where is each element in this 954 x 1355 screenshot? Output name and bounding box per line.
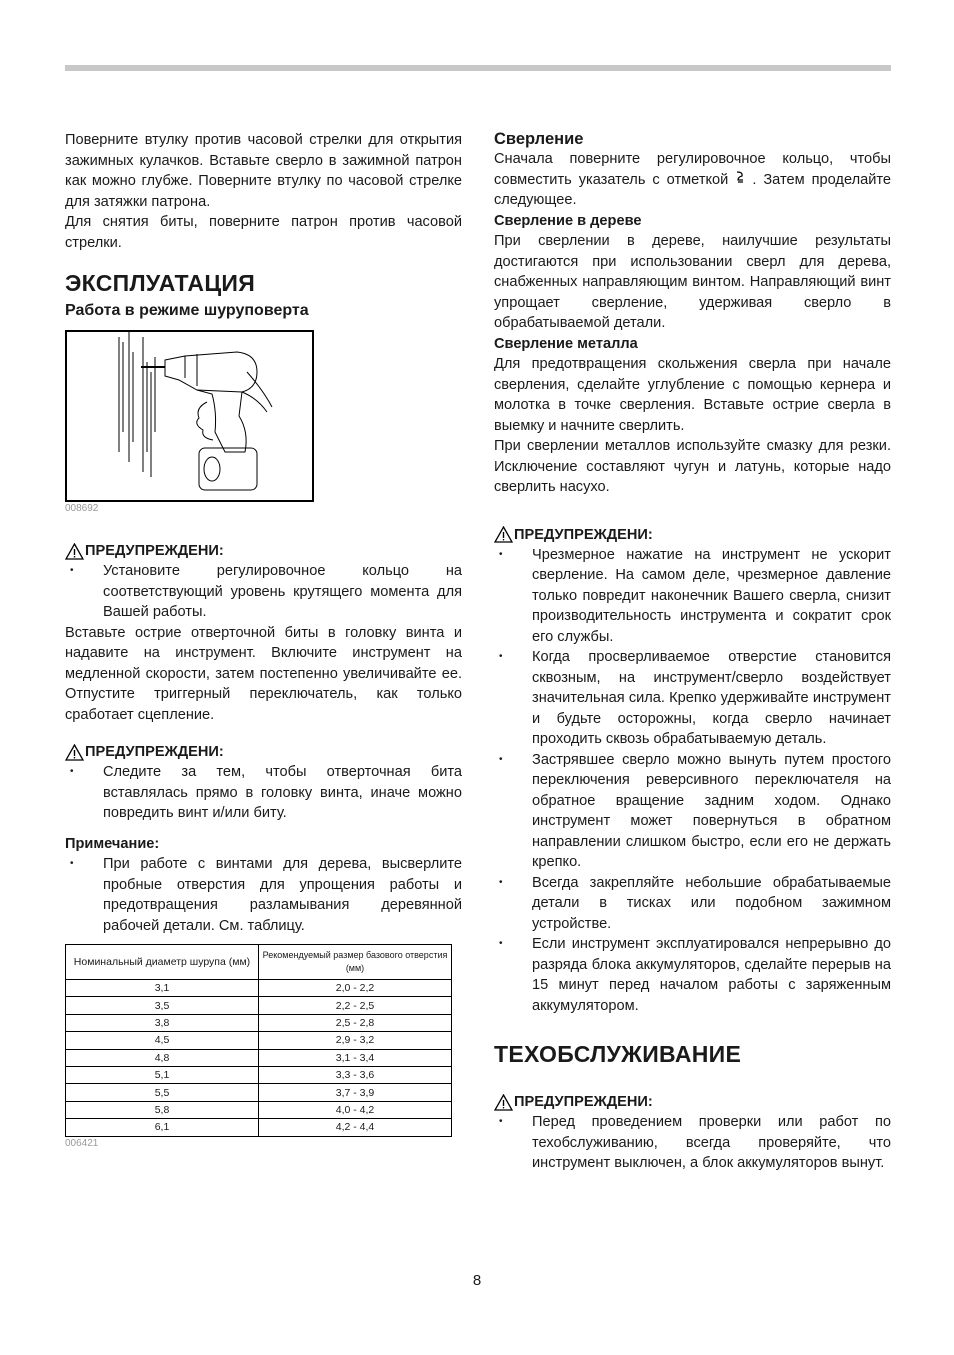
table-row xyxy=(66,1119,452,1136)
warning-list-3 xyxy=(494,545,891,1017)
table-cell: 3,7 - 3,9 xyxy=(259,1084,452,1101)
table-cell: 4,2 - 4,4 xyxy=(259,1119,452,1136)
warning-heading-2 xyxy=(65,742,462,762)
list-item: • При работе с винтами для дерева, высверлите пробные отверстия для упрощения работы и предотвращения разламывания деревянной рабочей детали. См. таблицу. xyxy=(65,854,462,936)
subsection-title-screwdriving: Работа в режиме шуруповерта xyxy=(65,302,309,319)
warning-triangle-icon xyxy=(494,1094,513,1111)
table-cell: 5,5 xyxy=(66,1084,259,1101)
table-cell: 6,1 xyxy=(66,1119,259,1136)
warning-triangle-icon xyxy=(65,744,84,761)
table-row xyxy=(66,980,452,997)
drill-illustration-icon xyxy=(67,332,312,500)
metal-drilling-paragraph-1: Для предотвращения скольжения сверла при начале сверления, сделайте углубление с помощью кернера и молотка в точке сверления. Вставьте острие сверла в выемку и начните сверлить. xyxy=(494,356,891,434)
drill-mark-icon xyxy=(728,170,752,191)
table-caption: 006421 xyxy=(65,1137,99,1149)
wood-drilling-paragraph: При сверлении в дереве, наилучшие результаты достигаются при использовании сверл для дерева, снабженных направляющим винтом. Направляющий винт упрощает сверление, удерживая сверло в обрабатываемой детали. xyxy=(494,233,891,331)
table-header-cell: Номинальный диаметр шурупа (мм) xyxy=(66,945,259,980)
figure-caption: 008692 xyxy=(65,503,99,514)
list-item: • Если инструмент эксплуатировался непрерывно до разряда блока аккумуляторов, сделайте перерыв на 15 минут перед началом работы с заряженным аккумулятором. xyxy=(494,934,891,1016)
warning-triangle-icon xyxy=(65,543,84,560)
screw-pilot-hole-table xyxy=(65,944,452,1137)
table-header-row xyxy=(66,945,452,980)
list-item: • Следите за тем, чтобы отверточная бита вставлялась прямо в головку винта, иначе можно повредить винт и/или биту. xyxy=(65,762,462,824)
screwdriving-paragraph: Вставьте острие отверточной биты в головку винта и надавите на инструмент. Включите инструмент на медленной скорости, затем постепенно увеличивайте ее. Отпустите триггерный переключатель, как только сработает сцепление. xyxy=(65,624,462,723)
metal-drilling-title: Сверление металла xyxy=(494,335,638,352)
table-cell: 2,0 - 2,2 xyxy=(259,980,452,997)
table-cell: 5,1 xyxy=(66,1066,259,1083)
table-cell: 3,1 xyxy=(66,980,259,997)
warning-list-2 xyxy=(65,762,462,824)
header-rule xyxy=(65,65,891,71)
warning-list-1 xyxy=(65,561,462,623)
figure-drill-illustration xyxy=(65,330,314,502)
warning-heading-4 xyxy=(494,1092,891,1112)
list-item: • Всегда закрепляйте небольшие обрабатываемые детали в тисках или подобном зажимном устройстве. xyxy=(494,873,891,935)
drilling-text-b: . Затем проделайте следующее. xyxy=(494,171,891,208)
warning-title: ПРЕДУПРЕЖДЕНИ: xyxy=(85,543,224,559)
intro-paragraph-2: Для снятия биты, поверните патрон против часовой стрелки. xyxy=(65,214,462,251)
table-cell: 3,1 - 3,4 xyxy=(259,1049,452,1066)
warning-title: ПРЕДУПРЕЖДЕНИ: xyxy=(85,744,224,760)
note-title: Примечание: xyxy=(65,835,160,852)
table-row xyxy=(66,1066,452,1083)
list-item: • Установите регулировочное кольцо на соответствующий уровень крутящего момента для Вашей работы. xyxy=(65,561,462,623)
table-header-cell: Рекомендуемый размер базового отверстия (мм) xyxy=(259,945,452,980)
warning-title: ПРЕДУПРЕЖДЕНИ: xyxy=(514,526,653,543)
table-row xyxy=(66,1101,452,1118)
table-row xyxy=(66,1014,452,1031)
table-cell: 3,3 - 3,6 xyxy=(259,1066,452,1083)
table-cell: 3,8 xyxy=(66,1014,259,1031)
section-title-maintenance: ТЕХОБСЛУЖИВАНИЕ xyxy=(494,1041,742,1067)
table-row xyxy=(66,997,452,1014)
section-title-operation: ЭКСПЛУАТАЦИЯ xyxy=(65,270,256,296)
list-item: • Когда просверливаемое отверстие становится сквозным, на инструмент/сверло воздействует значительная сила. Крепко удерживайте инструмент и будьте осторожны, когда сверло начинает проходить сквозь обрабатываемую деталь. xyxy=(494,647,891,750)
table-row xyxy=(66,1032,452,1049)
table-cell: 2,2 - 2,5 xyxy=(259,997,452,1014)
drilling-paragraph xyxy=(494,149,891,211)
list-item: • Чрезмерное нажатие на инструмент не ускорит сверление. На самом деле, чрезмерное давление только повредит наконечник Вашего сверла, снизит производительность инструмента и сократит срок его службы. xyxy=(494,545,891,648)
metal-drilling-paragraph-2: При сверлении металлов используйте смазку для резки. Исключение составляют чугун и латунь, которые надо сверлить насухо. xyxy=(494,438,891,495)
table-row xyxy=(66,1049,452,1066)
warning-heading-3 xyxy=(494,525,891,545)
warning-heading-1 xyxy=(65,541,462,561)
right-column xyxy=(494,130,891,1174)
warning-list-4 xyxy=(494,1112,891,1174)
table-cell: 4,0 - 4,2 xyxy=(259,1101,452,1118)
table-cell: 3,5 xyxy=(66,997,259,1014)
warning-title: ПРЕДУПРЕЖДЕНИ: xyxy=(514,1094,653,1110)
intro-paragraph-1: Поверните втулку против часовой стрелки для открытия зажимных кулачков. Вставьте сверло в зажимной патрон как можно глубже. Поверните втулку по часовой стрелке для затяжки патрона. xyxy=(65,132,462,210)
left-column xyxy=(65,130,462,1149)
table-cell: 2,9 - 3,2 xyxy=(259,1032,452,1049)
list-item: • Перед проведением проверки или работ по техобслуживанию, всегда проверяйте, что инструмент выключен, а блок аккумуляторов вынут. xyxy=(494,1112,891,1174)
wood-drilling-title: Сверление в дереве xyxy=(494,212,642,229)
table-cell: 4,8 xyxy=(66,1049,259,1066)
table-cell: 4,5 xyxy=(66,1032,259,1049)
table-row xyxy=(66,1084,452,1101)
table-cell: 2,5 - 2,8 xyxy=(259,1014,452,1031)
drilling-text-a: Сначала поверните регулировочное кольцо, чтобы совместить указатель с отметкой xyxy=(494,151,891,188)
table-cell: 5,8 xyxy=(66,1101,259,1118)
list-item: • Застрявшее сверло можно вынуть путем простого переключения реверсивного переключателя на обратное вращение задним ходом. Однако инструмент может повернуться в обратном направлении слишком быстро, если его не держать крепко. xyxy=(494,750,891,873)
warning-triangle-icon xyxy=(494,526,513,543)
drilling-title: Сверление xyxy=(494,130,584,148)
page-number: 8 xyxy=(472,1272,482,1289)
note-list xyxy=(65,854,462,936)
